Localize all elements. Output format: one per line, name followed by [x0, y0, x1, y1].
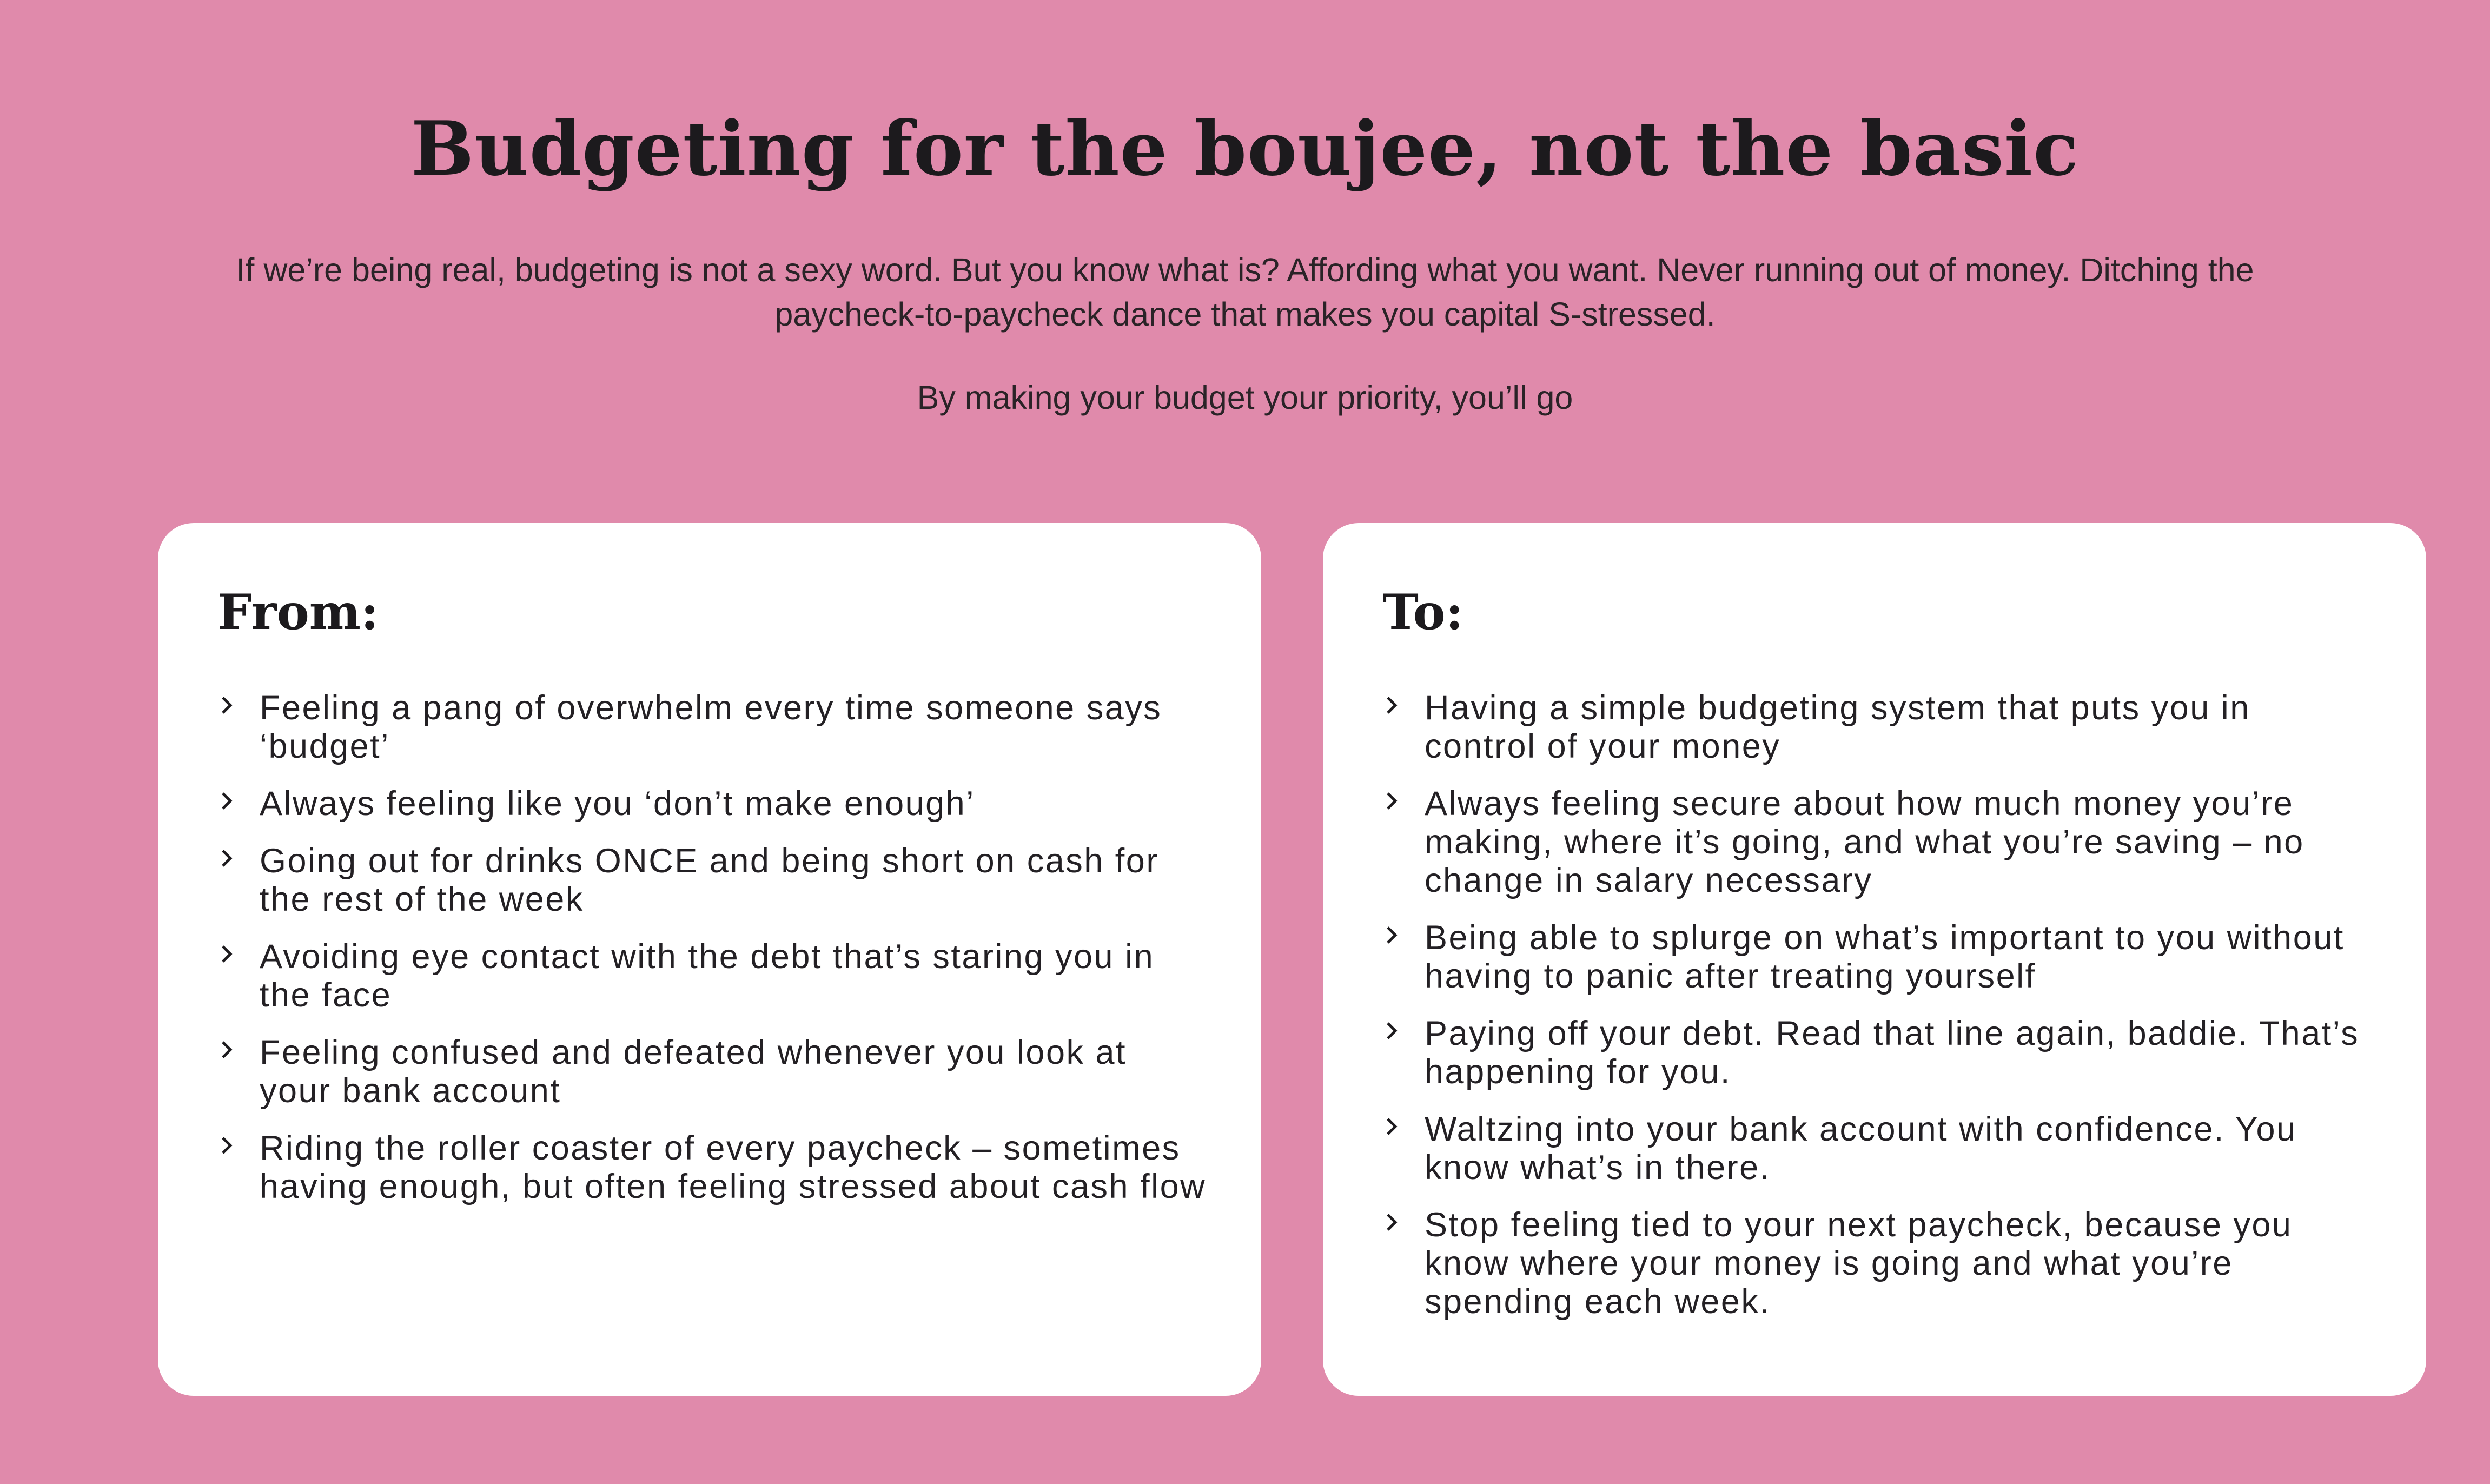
chevron-right-icon	[1385, 924, 1399, 946]
list-item	[217, 842, 1207, 919]
to-card-heading: To:	[1382, 584, 1463, 641]
list-item	[217, 1034, 1207, 1110]
to-card	[1323, 523, 2426, 1396]
list-item	[217, 689, 1207, 766]
list-item	[1382, 785, 2372, 900]
list-item	[1382, 919, 2372, 996]
chevron-right-icon	[220, 1039, 234, 1061]
list-item	[1382, 1110, 2372, 1187]
list-item-text: Going out for drinks ONCE and being short on cash for the rest of the week	[260, 842, 1159, 918]
chevron-right-icon	[1385, 1020, 1399, 1042]
chevron-right-icon	[1385, 694, 1399, 716]
list-item-text: Waltzing into your bank account with confidence. You know what’s in there.	[1425, 1110, 2297, 1187]
chevron-right-icon	[1385, 1211, 1399, 1233]
list-item-text: Having a simple budgeting system that puts you in control of your money	[1425, 689, 2250, 765]
chevron-right-icon	[220, 847, 234, 869]
list-item-text: Always feeling secure about how much money you’re making, where it’s going, and what you’re saving – no change in salary necessary	[1425, 785, 2304, 899]
list-item-text: Always feeling like you ‘don’t make enough’	[260, 785, 975, 823]
list-item	[1382, 1206, 2372, 1321]
chevron-right-icon	[1385, 790, 1399, 812]
list-item-text: Stop feeling tied to your next paycheck, because you know where your money is going and what you’re spending each week.	[1425, 1206, 2293, 1321]
to-list	[1382, 689, 2372, 1321]
list-item	[1382, 689, 2372, 766]
list-item-text: Paying off your debt. Read that line again, baddie. That’s happening for you.	[1425, 1015, 2360, 1091]
list-item-text: Feeling confused and defeated whenever you look at your bank account	[260, 1034, 1127, 1110]
from-card	[158, 523, 1261, 1396]
list-item	[217, 1129, 1207, 1206]
list-item	[217, 938, 1207, 1015]
from-list	[217, 689, 1207, 1206]
page-title: Budgeting for the boujee, not the basic	[410, 104, 2080, 193]
chevron-right-icon	[220, 943, 234, 965]
chevron-right-icon	[1385, 1116, 1399, 1137]
list-item-text: Avoiding eye contact with the debt that’s staring you in the face	[260, 938, 1155, 1014]
list-item	[217, 785, 1207, 823]
chevron-right-icon	[220, 694, 234, 716]
list-item-text: Being able to splurge on what’s important to you without having to panic after treating yourself	[1425, 919, 2345, 995]
chevron-right-icon	[220, 1135, 234, 1156]
chevron-right-icon	[220, 790, 234, 812]
intro-paragraph: If we’re being real, budgeting is not a sexy word. But you know what is? Affording what you want. Never running out of money. Ditching the paycheck-to-paycheck dance that makes you capital S-stressed.	[236, 251, 2254, 333]
list-item	[1382, 1015, 2372, 1091]
lead-paragraph: By making your budget your priority, you’ll go	[917, 379, 1573, 416]
from-card-heading: From:	[217, 584, 379, 641]
list-item-text: Feeling a pang of overwhelm every time someone says ‘budget’	[260, 689, 1162, 765]
list-item-text: Riding the roller coaster of every paycheck – sometimes having enough, but often feeling stressed about cash flow	[260, 1129, 1207, 1205]
